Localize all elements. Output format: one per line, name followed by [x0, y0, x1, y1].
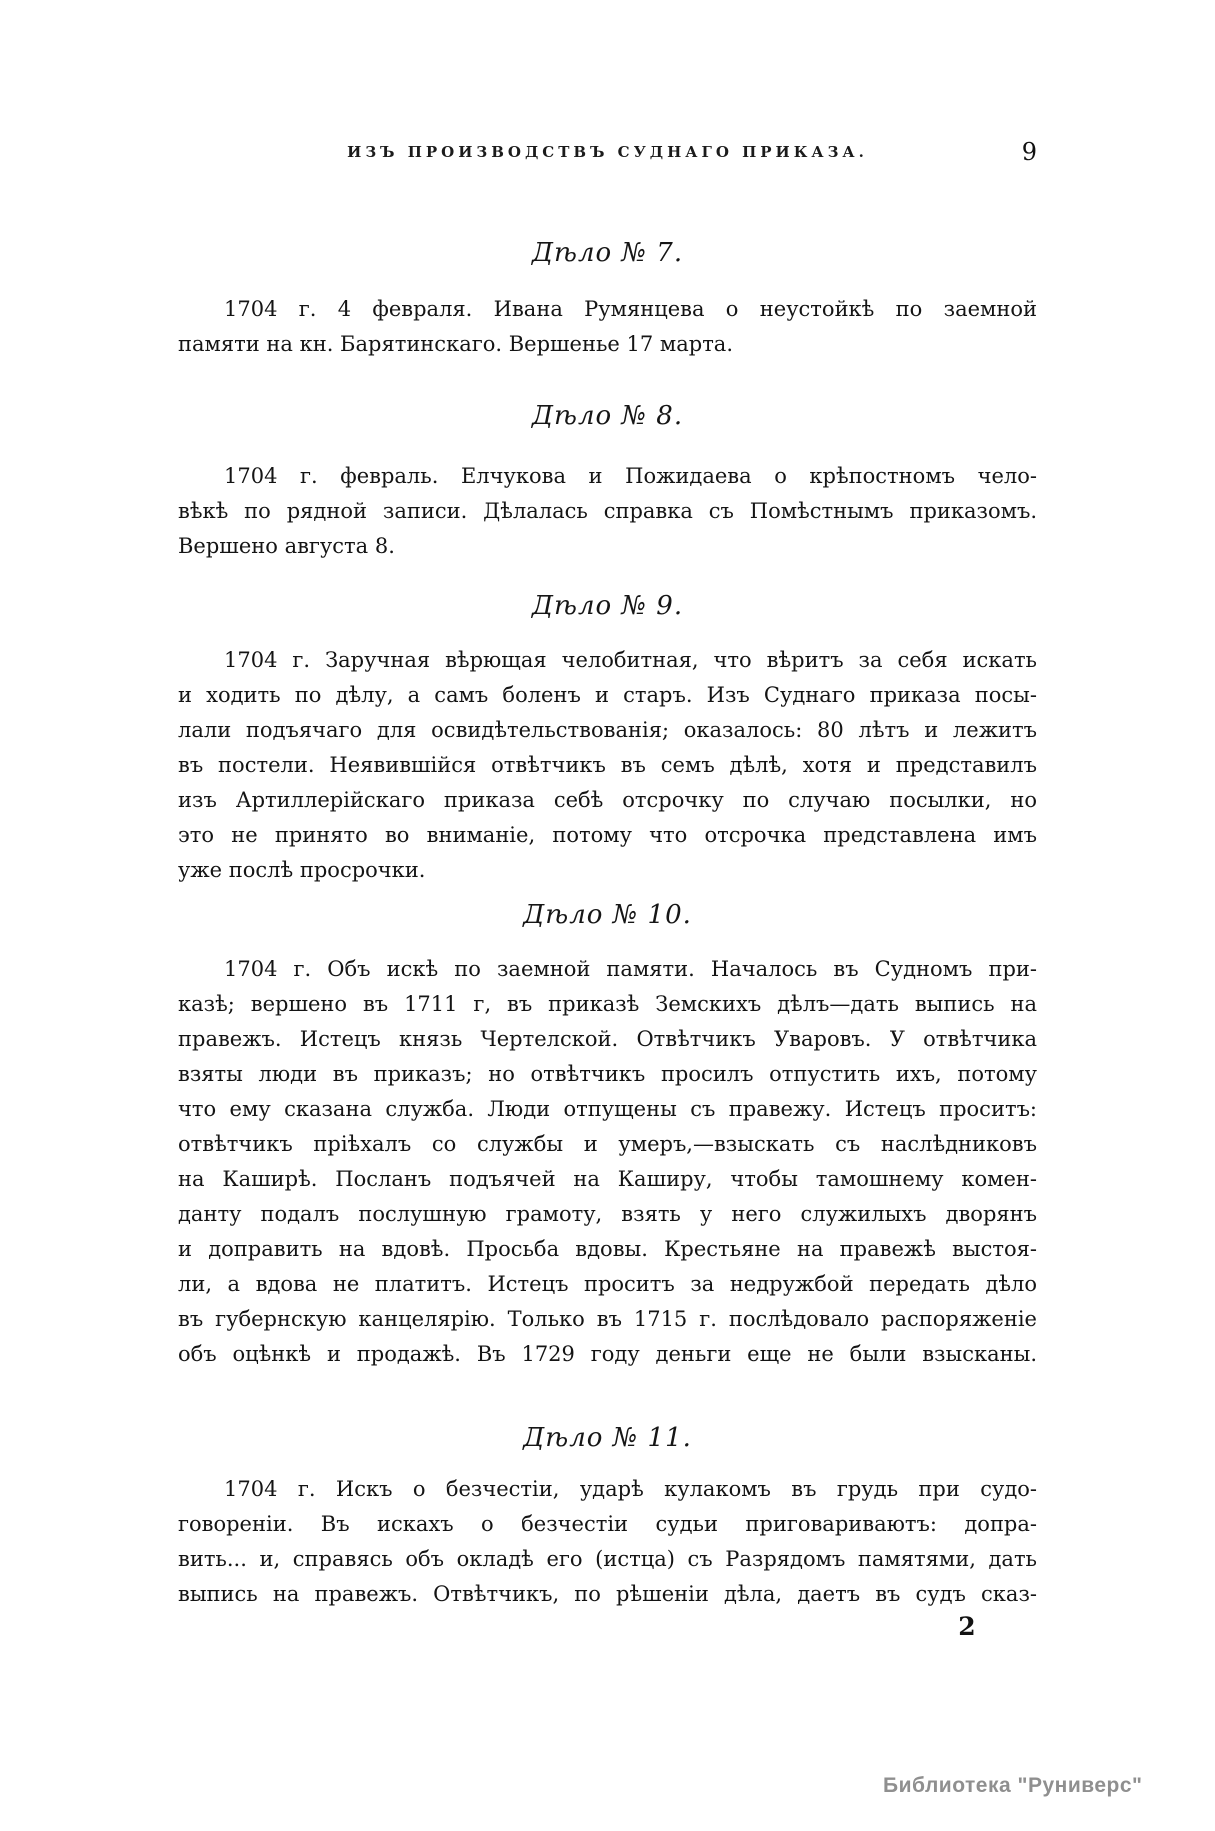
text-line: лали подъячаго для освидѣтельствованія; оказалось: 80 лѣтъ и лежитъ — [178, 718, 1037, 742]
text-line: 1704 г. Заручная вѣрющая челобитная, что вѣритъ за себя искать — [224, 648, 1037, 672]
case-heading: Дѣло № 10. — [523, 900, 692, 930]
case-paragraph — [178, 643, 1037, 888]
text-line: данту подалъ послушную грамоту, взять у него служилыхъ дворянъ — [178, 1202, 1037, 1226]
text-line: изъ Артиллерійскаго приказа себѣ отсрочку по случаю посылки, но — [178, 788, 1037, 812]
text-line: вѣкѣ по рядной записи. Дѣлалась справка съ Помѣстнымъ приказомъ. — [178, 499, 1037, 523]
text-line: казѣ; вершено въ 1711 г, въ приказѣ Земскихъ дѣлъ—дать выпись на — [178, 992, 1037, 1016]
case-section — [178, 1421, 1037, 1612]
text-line: и доправить на вдовѣ. Просьба вдовы. Крестьяне на правежѣ выстоя- — [178, 1237, 1037, 1261]
text-line: памяти на кн. Барятинскаго. Вершенье 17 марта. — [178, 332, 734, 356]
text-line: 1704 г. февраль. Елчукова и Пожидаева о крѣпостномъ чело- — [224, 464, 1037, 488]
text-line: и ходить по дѣлу, а самъ боленъ и старъ. Изъ Суднаго приказа посы- — [178, 683, 1037, 707]
case-paragraph — [178, 292, 1037, 362]
case-heading: Дѣло № 9. — [531, 591, 684, 621]
text-line: это не принято во вниманіе, потому что отсрочка представлена имъ — [178, 823, 1037, 847]
text-line: взяты люди въ приказъ; но отвѣтчикъ просилъ отпустить ихъ, потому — [178, 1062, 1037, 1086]
case-heading: Дѣло № 11. — [523, 1423, 692, 1453]
text-line: 1704 г. Искъ о безчестіи, ударѣ кулакомъ въ грудь при судо- — [224, 1477, 1037, 1501]
text-line: Вершено августа 8. — [178, 534, 395, 558]
case-heading: Дѣло № 7. — [531, 238, 684, 268]
case-section — [178, 236, 1037, 362]
page-number: 9 — [1021, 138, 1037, 166]
text-line: выпись на правежъ. Отвѣтчикъ, по рѣшеніи дѣла, даетъ въ судъ сказ- — [178, 1582, 1037, 1606]
case-section — [178, 399, 1037, 564]
case-paragraph — [178, 952, 1037, 1372]
text-line: 1704 г. Объ искѣ по заемной памяти. Началось въ Судномъ при- — [224, 957, 1037, 981]
case-paragraph — [178, 1472, 1037, 1612]
signature-mark: 2 — [958, 1612, 976, 1641]
text-line: 1704 г. 4 февраля. Ивана Румянцева о неустойкѣ по заемной — [224, 297, 1037, 321]
text-line: уже послѣ просрочки. — [178, 858, 426, 882]
page-header — [178, 136, 1037, 168]
text-line: въ постели. Неявившійся отвѣтчикъ въ семъ дѣлѣ, хотя и представилъ — [178, 753, 1037, 777]
case-section — [178, 589, 1037, 888]
text-line: говореніи. Въ искахъ о безчестіи судьи приговариваютъ: допра- — [178, 1512, 1037, 1536]
running-title: ИЗЪ ПРОИЗВОДСТВЪ СУДНАГО ПРИКАЗА. — [347, 143, 868, 161]
library-watermark: Библиотека "Руниверс" — [883, 1774, 1143, 1797]
text-line: правежъ. Истецъ князь Чертелской. Отвѣтчикъ Уваровъ. У отвѣтчика — [178, 1027, 1037, 1051]
text-line: въ губернскую канцелярію. Только въ 1715 г. послѣдовало распоряженіе — [178, 1307, 1037, 1331]
text-line: вить... и, справясь объ окладѣ его (истца) съ Разрядомъ памятями, дать — [178, 1547, 1037, 1571]
case-paragraph — [178, 459, 1037, 564]
text-line: объ оцѣнкѣ и продажѣ. Въ 1729 году деньги еще не были взысканы. — [178, 1342, 1037, 1366]
text-line: отвѣтчикъ пріѣхалъ со службы и умеръ,—взыскать съ наслѣдниковъ — [178, 1132, 1037, 1156]
case-section — [178, 898, 1037, 1372]
text-line: ли, а вдова не платитъ. Истецъ проситъ за недружбой передать дѣло — [178, 1272, 1037, 1296]
case-heading: Дѣло № 8. — [531, 401, 684, 431]
text-line: на Каширѣ. Посланъ подъячей на Каширу, чтобы тамошнему комен- — [178, 1167, 1037, 1191]
text-line: что ему сказана служба. Люди отпущены съ правежу. Истецъ проситъ: — [178, 1097, 1037, 1121]
